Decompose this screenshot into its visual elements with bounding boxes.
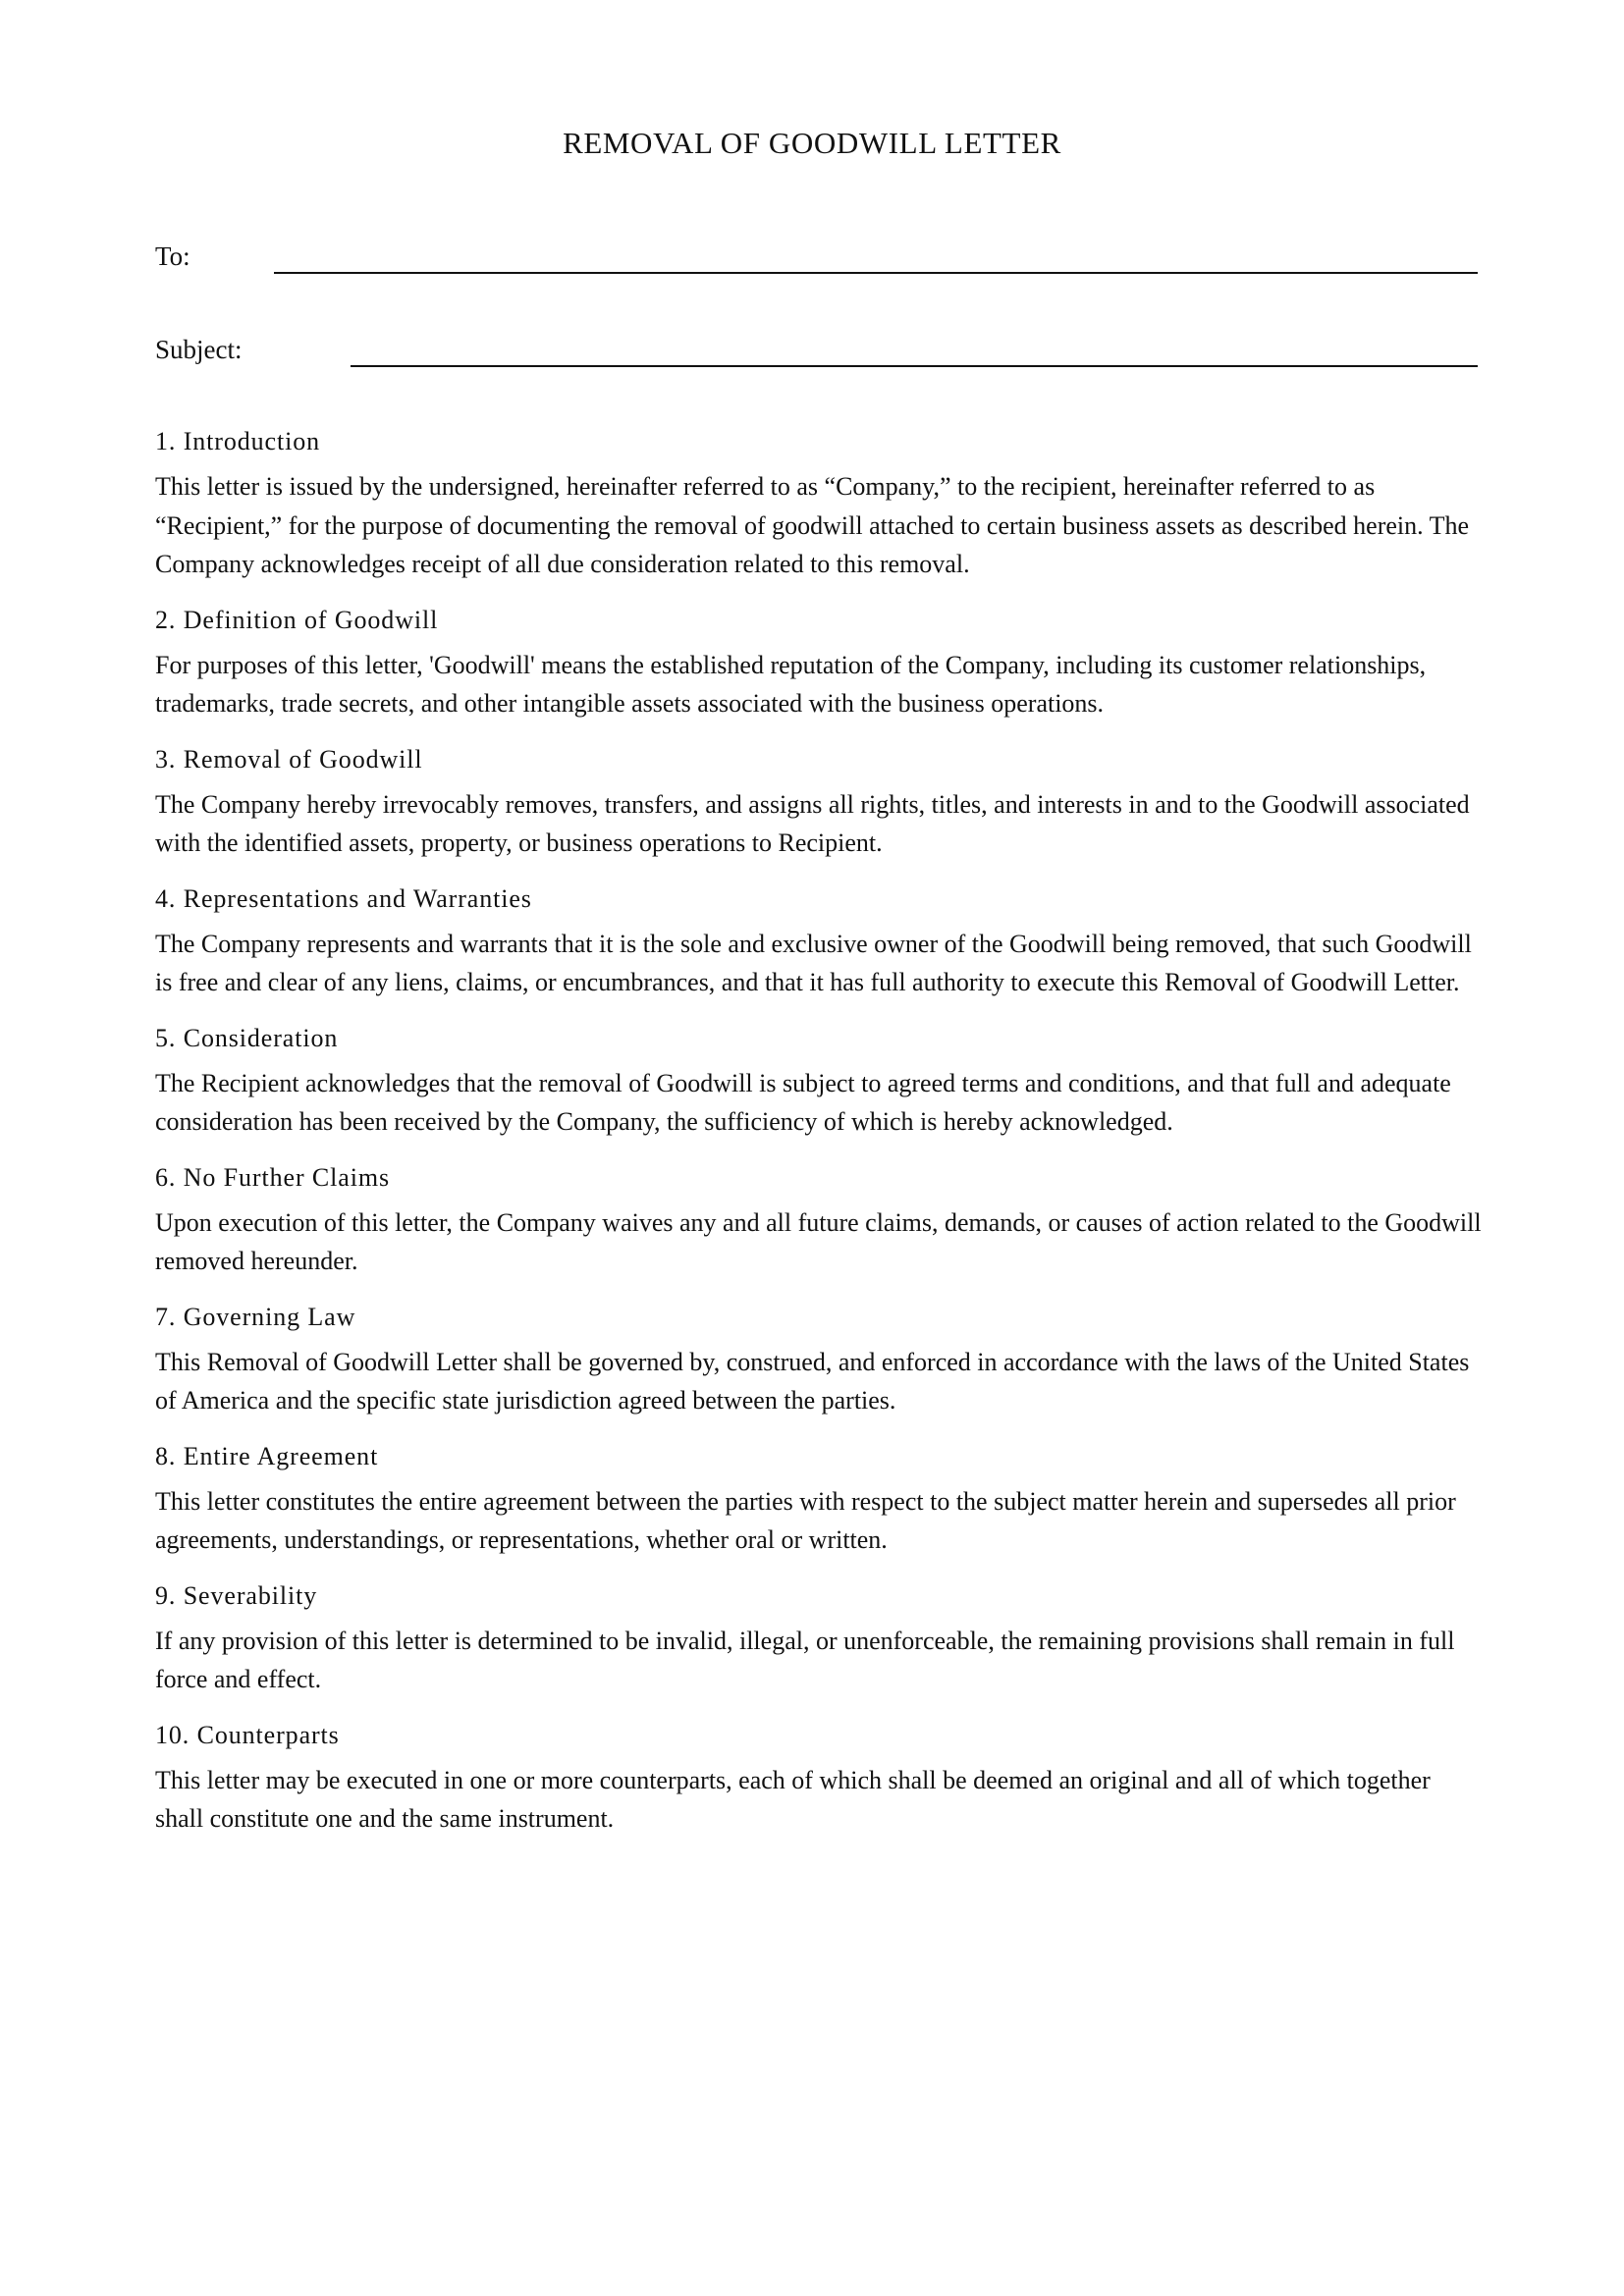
section-consideration — [155, 1019, 1483, 1142]
section-representations-and-warranties — [155, 880, 1483, 1002]
sections-list — [155, 422, 1483, 1855]
section-no-further-claims — [155, 1158, 1483, 1281]
to-label: To: — [155, 241, 190, 271]
section-body: The Recipient acknowledges that the removal of Goodwill is subject to agreed terms and conditions, and that full and adequate consideration has been received by the Company, the sufficiency of which is hereby acknowledged. — [155, 1068, 1451, 1136]
section-body: For purposes of this letter, 'Goodwill' means the established reputation of the Company, including its customer relationships, trademarks, trade secrets, and other intangible assets associated with the business operations. — [155, 650, 1427, 718]
subject-blank-line[interactable] — [351, 365, 1478, 367]
to-field-row — [155, 237, 1478, 276]
section-heading: 1. Introduction — [155, 427, 321, 455]
section-governing-law — [155, 1298, 1483, 1420]
subject-field-row — [155, 330, 1478, 369]
to-blank-line[interactable] — [274, 272, 1478, 274]
section-body: The Company hereby irrevocably removes, transfers, and assigns all rights, titles, and interests in and to the Goodwill associated with the identified assets, property, or business operations to Recipient. — [155, 789, 1470, 857]
section-body: This letter may be executed in one or more counterparts, each of which shall be deemed an original and all of which together shall constitute one and the same instrument. — [155, 1765, 1431, 1833]
section-heading: 4. Representations and Warranties — [155, 883, 532, 913]
subject-label: Subject: — [155, 335, 243, 364]
section-body: Upon execution of this letter, the Company waives any and all future claims, demands, or causes of action related to the Goodwill removed hereunder. — [155, 1207, 1482, 1275]
section-heading: 9. Severability — [155, 1580, 318, 1610]
section-heading: 5. Consideration — [155, 1023, 339, 1052]
section-severability — [155, 1576, 1483, 1699]
document-title: REMOVAL OF GOODWILL LETTER — [563, 126, 1061, 160]
section-body: This letter constitutes the entire agreement between the parties with respect to the subject matter herein and supersedes all prior agreements, understandings, or representations, whether oral or written. — [155, 1486, 1456, 1554]
section-body: The Company represents and warrants that it is the sole and exclusive owner of the Goodwill being removed, that such Goodwill is free and clear of any liens, claims, or encumbrances, and that it has full authority to execute this Removal of Goodwill Letter. — [155, 929, 1472, 996]
section-removal-of-goodwill — [155, 740, 1483, 863]
section-introduction — [155, 422, 1483, 584]
section-heading: 3. Removal of Goodwill — [155, 744, 423, 774]
section-heading: 8. Entire Agreement — [155, 1441, 379, 1470]
section-counterparts — [155, 1716, 1483, 1839]
section-body: This Removal of Goodwill Letter shall be governed by, construed, and enforced in accordance with the laws of the United States of America and the specific state jurisdiction agreed between the parties. — [155, 1347, 1470, 1415]
section-heading: 6. No Further Claims — [155, 1162, 390, 1192]
section-heading: 10. Counterparts — [155, 1720, 340, 1749]
section-body: This letter is issued by the undersigned, hereinafter referred to as “Company,” to the recipient, hereinafter referred to as “Recipient,” for the purpose of documenting the removal of goodwill attached to certain business assets as described herein. The Company acknowledges receipt of all due consideration related to this removal. — [155, 472, 1470, 578]
section-heading: 2. Definition of Goodwill — [155, 605, 439, 634]
section-definition-of-goodwill — [155, 601, 1483, 723]
section-heading: 7. Governing Law — [155, 1302, 356, 1331]
section-body: If any provision of this letter is determined to be invalid, illegal, or unenforceable, the remaining provisions shall remain in full force and effect. — [155, 1626, 1455, 1693]
section-entire-agreement — [155, 1437, 1483, 1560]
